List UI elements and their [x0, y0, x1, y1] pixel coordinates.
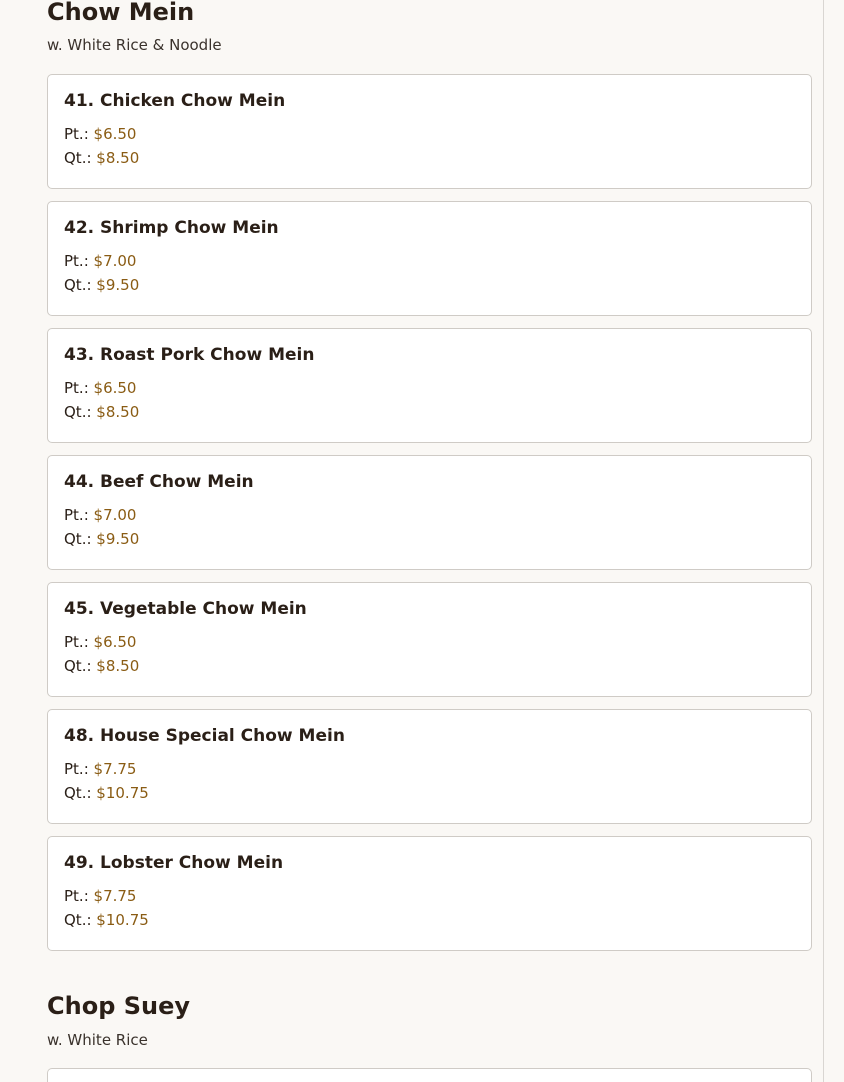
price-label: Pt.:	[64, 760, 89, 778]
price-pint	[64, 884, 795, 908]
section-chop-suey	[0, 992, 823, 1082]
menu-item-name: 43. Roast Pork Chow Mein	[64, 345, 315, 365]
price-value: $10.75	[96, 784, 149, 802]
price-value: $6.50	[93, 125, 137, 143]
price-quart	[64, 146, 795, 170]
menu-item-name: 41. Chicken Chow Mein	[64, 91, 286, 111]
menu-item-name: 49. Lobster Chow Mein	[64, 853, 284, 873]
price-value: $8.50	[96, 657, 140, 675]
price-value: $10.75	[96, 911, 149, 929]
menu-item-card[interactable]	[47, 201, 812, 316]
price-pint	[64, 757, 795, 781]
price-value: $8.50	[96, 149, 140, 167]
menu-item-name: 45. Vegetable Chow Mein	[64, 599, 307, 619]
price-label: Pt.:	[64, 887, 89, 905]
section-subtitle: w. White Rice & Noodle	[47, 36, 222, 54]
menu-item-card[interactable]	[47, 455, 812, 570]
price-label: Pt.:	[64, 506, 89, 524]
price-value: $7.75	[93, 887, 137, 905]
price-value: $7.00	[93, 252, 137, 270]
price-value: $7.75	[93, 760, 137, 778]
section-subtitle: w. White Rice	[47, 1031, 148, 1049]
price-quart	[64, 400, 795, 424]
section-title: Chop Suey	[47, 992, 191, 1020]
price-quart	[64, 654, 795, 678]
price-pint	[64, 503, 795, 527]
price-quart	[64, 527, 795, 551]
menu-item-card[interactable]	[47, 709, 812, 824]
menu-item-card[interactable]	[47, 582, 812, 697]
menu-item-name: 44. Beef Chow Mein	[64, 472, 254, 492]
price-label: Pt.:	[64, 252, 89, 270]
price-pint	[64, 122, 795, 146]
price-quart	[64, 908, 795, 932]
menu-item-card[interactable]	[47, 328, 812, 443]
price-label: Qt.:	[64, 657, 92, 675]
price-pint	[64, 249, 795, 273]
price-pint	[64, 376, 795, 400]
price-quart	[64, 273, 795, 297]
price-value: $7.00	[93, 506, 137, 524]
menu-item-card[interactable]	[47, 74, 812, 189]
price-value: $6.50	[93, 379, 137, 397]
price-value: $6.50	[93, 633, 137, 651]
price-value: $8.50	[96, 403, 140, 421]
price-label: Qt.:	[64, 911, 92, 929]
price-quart	[64, 781, 795, 805]
menu-item-card[interactable]	[47, 836, 812, 951]
price-label: Qt.:	[64, 784, 92, 802]
price-label: Qt.:	[64, 149, 92, 167]
menu-item-name: 48. House Special Chow Mein	[64, 726, 345, 746]
menu-item-card[interactable]	[47, 1068, 812, 1082]
price-label: Qt.:	[64, 530, 92, 548]
price-label: Pt.:	[64, 379, 89, 397]
price-label: Pt.:	[64, 125, 89, 143]
menu-item-name: 42. Shrimp Chow Mein	[64, 218, 279, 238]
price-pint	[64, 630, 795, 654]
price-value: $9.50	[96, 530, 140, 548]
section-title: Chow Mein	[47, 0, 195, 26]
price-value: $9.50	[96, 276, 140, 294]
price-label: Qt.:	[64, 276, 92, 294]
price-label: Qt.:	[64, 403, 92, 421]
price-label: Pt.:	[64, 633, 89, 651]
